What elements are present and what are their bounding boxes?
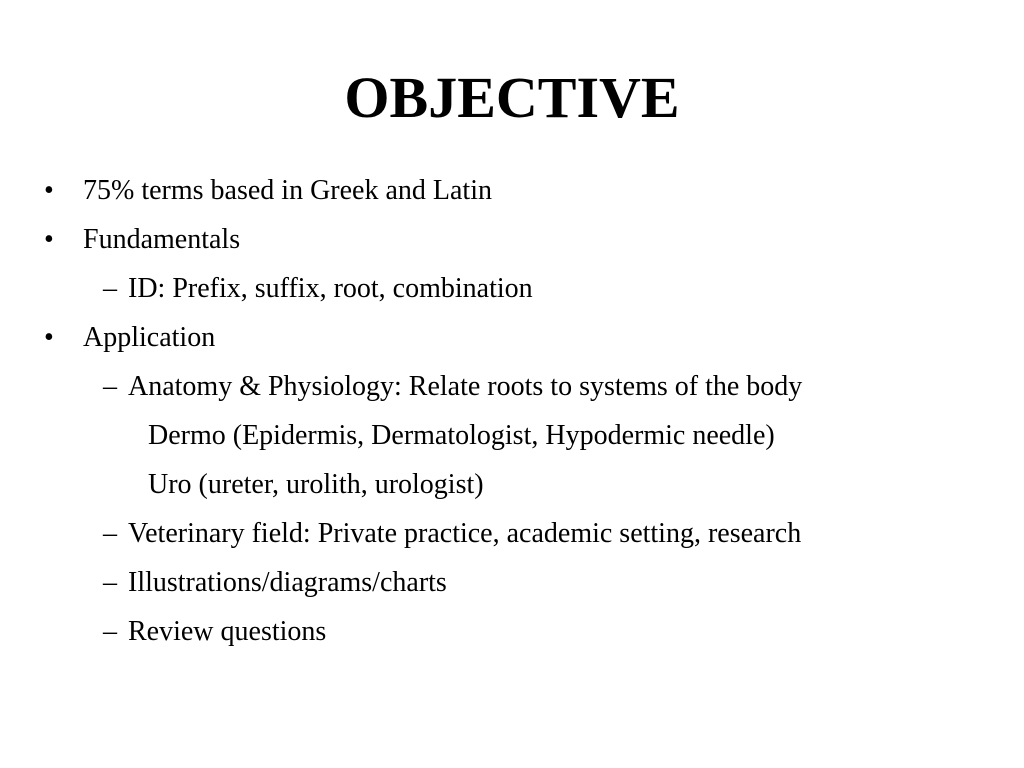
sub-bullet-text: Review questions	[128, 616, 327, 647]
list-item	[0, 460, 1024, 509]
sub-bullet-text: ID: Prefix, suffix, root, combination	[128, 273, 533, 304]
sub-bullet-text: Illustrations/diagrams/charts	[128, 567, 447, 598]
list-item	[0, 215, 1024, 264]
sub-bullet-text: Anatomy & Physiology: Relate roots to systems of the body	[128, 371, 803, 402]
dash-marker: –	[103, 273, 117, 304]
bullet-text: Application	[83, 322, 216, 353]
list-item	[0, 264, 1024, 313]
sub-bullet-text: Veterinary field: Private practice, academic setting, research	[128, 518, 802, 549]
list-item	[0, 166, 1024, 215]
list-item	[0, 362, 1024, 411]
list-item	[0, 607, 1024, 656]
dash-marker: –	[103, 567, 117, 598]
dash-marker: –	[103, 616, 117, 647]
dash-marker: –	[103, 518, 117, 549]
bullet-text: 75% terms based in Greek and Latin	[83, 175, 492, 206]
indented-text: Dermo (Epidermis, Dermatologist, Hypodermic needle)	[148, 420, 775, 451]
slide-title: OBJECTIVE	[344, 65, 680, 130]
bullet-marker: •	[44, 322, 54, 353]
list-item	[0, 558, 1024, 607]
list-item	[0, 509, 1024, 558]
list-item	[0, 313, 1024, 362]
bullet-marker: •	[44, 224, 54, 255]
dash-marker: –	[103, 371, 117, 402]
bullet-list	[0, 166, 1024, 656]
list-item	[0, 411, 1024, 460]
bullet-text: Fundamentals	[83, 224, 241, 255]
indented-text: Uro (ureter, urolith, urologist)	[148, 469, 484, 500]
bullet-marker: •	[44, 175, 54, 206]
